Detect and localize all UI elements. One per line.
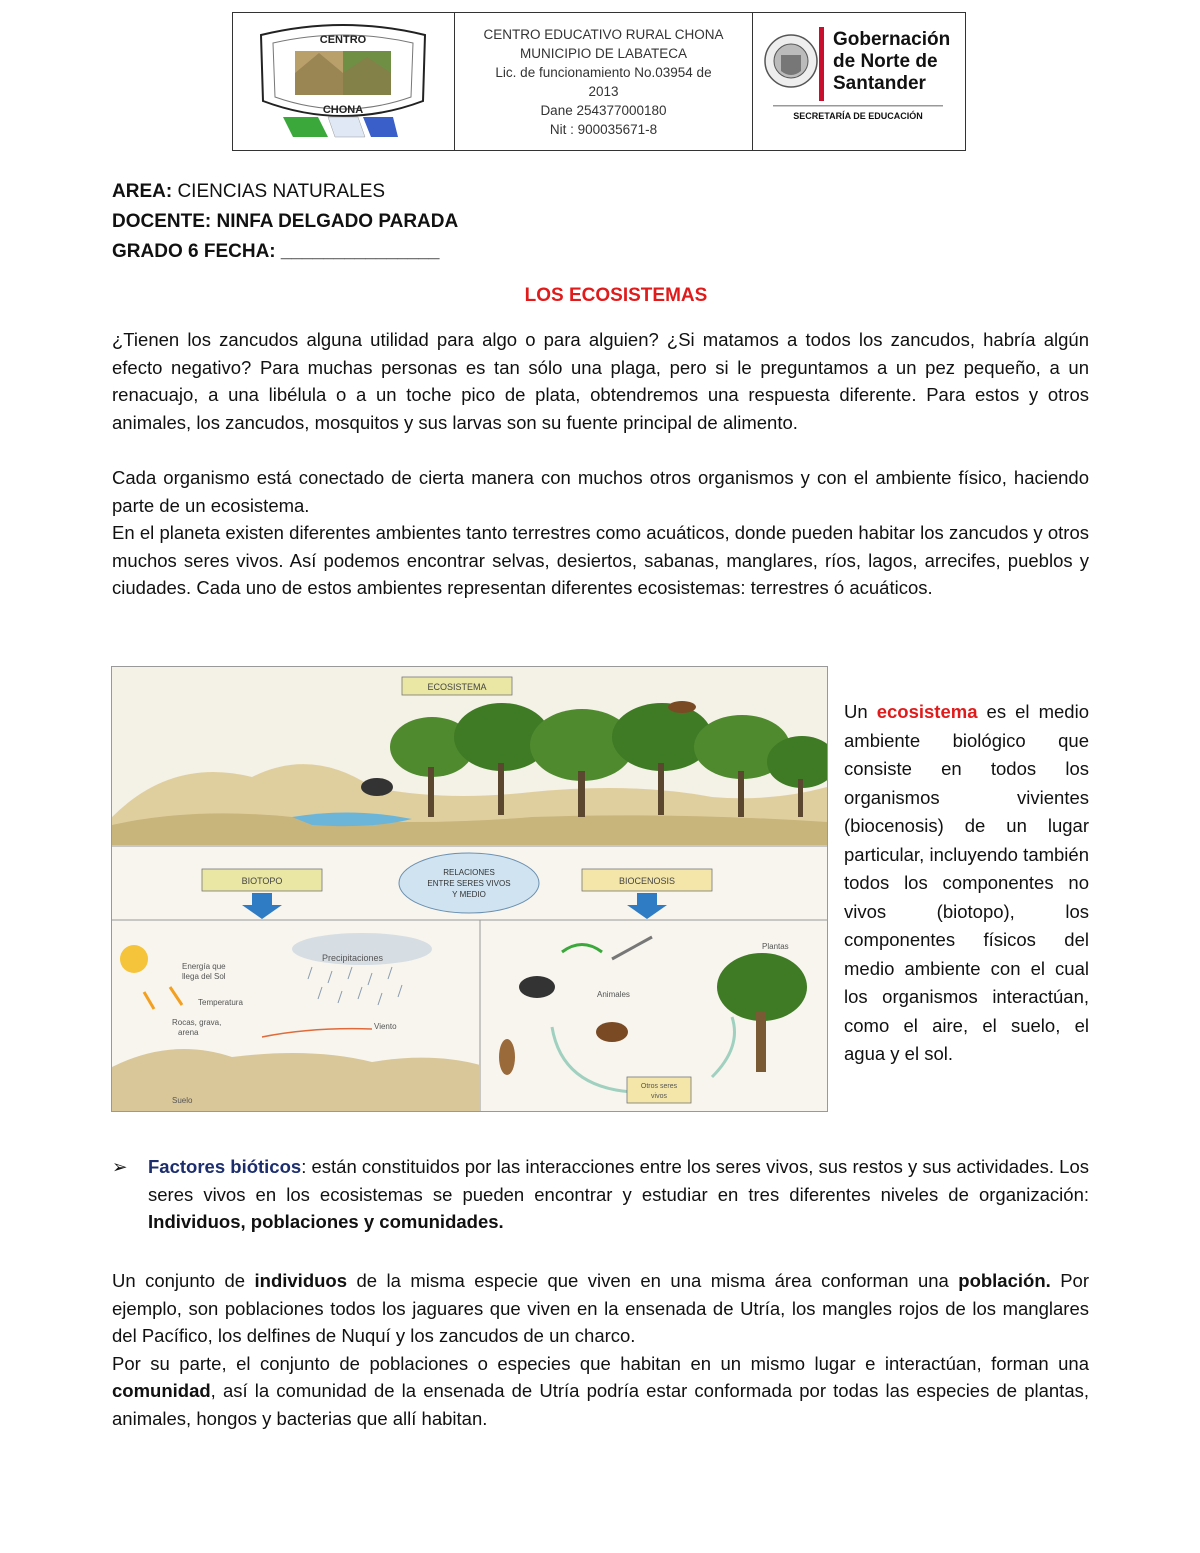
area-value: CIENCIAS NATURALES xyxy=(172,181,386,202)
bullet-arrow-icon: ➢ xyxy=(112,1156,128,1177)
svg-text:CENTRO: CENTRO xyxy=(319,34,367,46)
school-name: CENTRO EDUCATIVO RURAL CHONA xyxy=(483,26,724,42)
area-line xyxy=(112,181,385,203)
svg-text:SECRETARÍA DE EDUCACIÓN: SECRETARÍA DE EDUCACIÓN xyxy=(793,111,923,121)
gobernacion-seal-icon xyxy=(753,13,963,149)
bullet-term: Factores bióticos xyxy=(148,1156,302,1177)
svg-text:CHONA: CHONA xyxy=(322,104,364,116)
label-energia-1: Energía que xyxy=(182,962,226,971)
label-viento: Viento xyxy=(374,1022,397,1031)
definition-prefix: Un xyxy=(844,701,877,722)
ecosystem-illustration xyxy=(112,667,827,1111)
label-otros-1: Otros seres xyxy=(640,1083,678,1090)
snake-icon xyxy=(562,945,602,953)
term-poblacion: población. xyxy=(958,1270,1051,1291)
population-paragraph xyxy=(112,1267,1089,1350)
bullet-bold-end: Individuos, poblaciones y comunidades. xyxy=(148,1211,504,1233)
ecosystem-definition xyxy=(844,698,1089,1069)
school-shield-icon xyxy=(233,13,453,149)
label-temperatura: Temperatura xyxy=(198,998,243,1007)
tree-icon xyxy=(717,953,807,1021)
label-biotopo: BIOTOPO xyxy=(241,876,283,886)
definition-highlight: ecosistema xyxy=(876,701,978,722)
label-relaciones-1: RELACIONES xyxy=(443,868,495,877)
definition-body: es el medio ambiente biológico que consiste en todos los organismos vivientes (biocenosis) de un lugar particular, incluyendo también todos los componentes no vivos (biotopo), los componentes físicos del medio ambiente con el cual los organismos interactúan, como el aire, el suelo, el agua y el sol. xyxy=(844,701,1089,1064)
gobernacion-logo xyxy=(753,13,965,150)
bullet-text xyxy=(148,1153,1089,1236)
grado-fecha-line: GRADO 6 FECHA: _______________ xyxy=(112,241,440,262)
community-paragraph xyxy=(112,1350,1089,1433)
document-header xyxy=(232,12,966,151)
sun-icon xyxy=(120,945,148,973)
factores-bioticos-bullet xyxy=(112,1153,1089,1236)
docente-line: DOCENTE: NINFA DELGADO PARADA xyxy=(112,211,459,232)
area-label: AREA: xyxy=(112,181,173,202)
community-text-1: Por su parte, el conjunto de poblaciones o especies que habitan en un mismo lugar e interactúan, forman una xyxy=(112,1352,1089,1374)
population-text-1: Un conjunto de xyxy=(112,1270,255,1291)
label-animales: Animales xyxy=(597,990,630,999)
label-relaciones-2: ENTRE SERES VIVOS xyxy=(427,879,511,888)
term-individuos: individuos xyxy=(254,1270,348,1291)
population-text-3: Por ejemplo, son poblaciones todos los jaguares que viven en la ensenada de Utría, los mangles rojos de los manglares del Pacífico, los delfines de Nuquí y los zancudos de un charco. xyxy=(112,1270,1089,1347)
school-license: Lic. de funcionamiento No.03954 de xyxy=(495,64,712,80)
school-logo xyxy=(233,13,455,150)
label-otros-2: vivos xyxy=(651,1093,667,1100)
school-dane: Dane 254377000180 xyxy=(540,102,667,118)
label-relaciones-3: Y MEDIO xyxy=(452,890,486,899)
label-rocas-2: arena xyxy=(178,1028,199,1037)
label-suelo: Suelo xyxy=(172,1096,193,1105)
page-title: LOS ECOSISTEMAS xyxy=(524,285,708,306)
label-biocenosis: BIOCENOSIS xyxy=(618,876,676,886)
intro-section xyxy=(112,326,1089,602)
label-precipitaciones: Precipitaciones xyxy=(322,953,384,963)
ecosystem-figure xyxy=(111,666,828,1112)
population-text-2: de la misma especie que viven en una misma área conforman una xyxy=(347,1270,959,1291)
population-section xyxy=(112,1267,1089,1433)
term-comunidad: comunidad xyxy=(112,1380,211,1402)
school-info xyxy=(455,13,753,150)
deer-icon xyxy=(499,1039,515,1075)
arrow-down-biocenosis-icon xyxy=(627,893,667,919)
arrow-down-biotopo-icon xyxy=(242,893,282,919)
eagle-icon xyxy=(596,1022,628,1042)
intro-paragraph-1: ¿Tienen los zancudos alguna utilidad para algo o para alguien? ¿Si matamos a todos los zancudos, habría algún efecto negativo? Para muchas personas es tan sólo una plaga, pero si le preguntamos a un pez pequeño, a un renacuajo, a una libélula o a un toche pico de plata, obtendremos una respuesta diferente. Para estos y otros animales, los zancudos, mosquitos y sus larvas son su fuente principal de alimento. xyxy=(112,329,1089,433)
boar-icon xyxy=(519,976,555,998)
svg-text:Santander: Santander xyxy=(833,73,926,94)
school-nit: Nit : 900035671-8 xyxy=(549,121,658,137)
svg-text:de Norte de: de Norte de xyxy=(833,51,938,72)
label-plantas: Plantas xyxy=(762,942,789,951)
bullet-body: : están constituidos por las interacciones entre los seres vivos, sus restos y sus actividades. Los seres vivos en los ecosistemas se pueden encontrar y estudiar en tres diferentes niveles de organización: xyxy=(148,1156,1089,1205)
intro-paragraph-3: En el planeta existen diferentes ambientes tanto terrestres como acuáticos, donde pueden habitar los zancudos y otros muchos seres vivos. Así podemos encontrar selvas, desiertos, sabanas, manglares, ríos, lagos, arrecifes, pueblos y ciudades. Cada uno de estos ambientes representan diferentes ecosistemas: terrestres ó acuáticos. xyxy=(112,522,1089,599)
school-license-year: 2013 xyxy=(588,83,619,99)
intro-paragraph-2: Cada organismo está conectado de cierta manera con muchos otros organismos y con el ambiente físico, haciendo parte de un ecosistema. xyxy=(112,466,1089,516)
label-ecosistema: ECOSISTEMA xyxy=(427,682,487,692)
community-text-2: , así la comunidad de la ensenada de Utría podría estar conformada por todas las especies de plantas, animales, hongos y bacterias que allí habitan. xyxy=(112,1380,1089,1429)
label-rocas-1: Rocas, grava, xyxy=(172,1018,222,1027)
svg-text:Gobernación: Gobernación xyxy=(833,29,951,50)
bird-icon xyxy=(612,937,652,959)
label-energia-2: llega del Sol xyxy=(182,972,226,981)
school-municipio: MUNICIPIO DE LABATECA xyxy=(519,45,688,61)
